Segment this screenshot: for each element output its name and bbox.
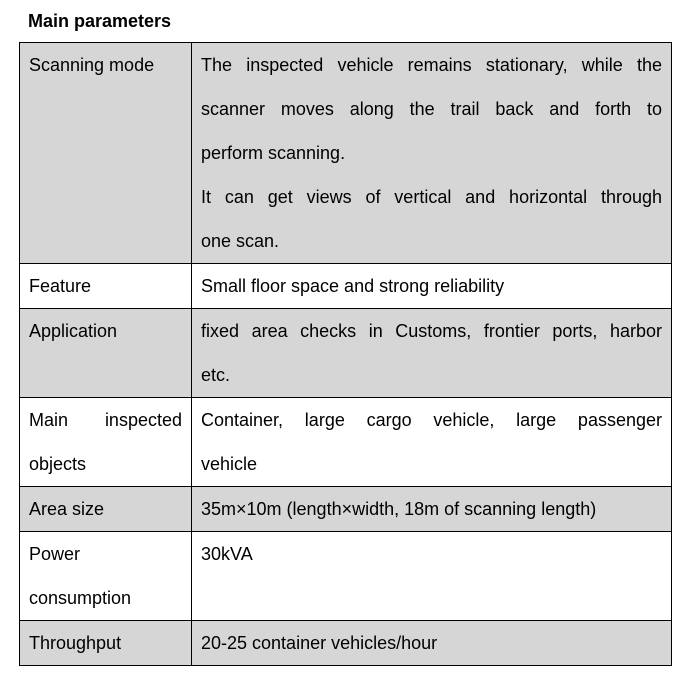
- row-label: [20, 487, 192, 532]
- row-value-line: scanner moves along the trail back and forth to: [201, 99, 662, 119]
- row-value: [192, 43, 672, 264]
- row-label: [20, 264, 192, 309]
- row-value-line: It can get views of vertical and horizontal through: [201, 187, 662, 207]
- row-value-line: perform scanning.: [201, 143, 346, 163]
- row-label-text: Power: [29, 544, 81, 564]
- row-value: [192, 309, 672, 398]
- row-value-line: Container, large cargo vehicle, large passenger: [201, 410, 662, 430]
- row-value-line: The inspected vehicle remains stationary, while the: [201, 55, 662, 75]
- row-label-text: Throughput: [29, 633, 122, 653]
- row-label-text: objects: [29, 454, 87, 474]
- row-label-text: consumption: [29, 588, 132, 608]
- parameters-table: [19, 42, 672, 666]
- table-row-feature: [20, 264, 672, 309]
- row-value-line: one scan.: [201, 231, 280, 251]
- row-value-line: fixed area checks in Customs, frontier ports, harbor: [201, 321, 662, 341]
- row-value: [192, 532, 672, 621]
- table-row-power-consumption: [20, 532, 672, 621]
- row-value: [192, 264, 672, 309]
- row-value-line: 20-25 container vehicles/hour: [201, 633, 438, 653]
- row-label: [20, 43, 192, 264]
- row-label-text: Application: [29, 321, 118, 341]
- row-label: [20, 398, 192, 487]
- row-value-line: Small floor space and strong reliability: [201, 276, 505, 296]
- row-label-text: Feature: [29, 276, 92, 296]
- table-row-throughput: [20, 621, 672, 666]
- row-value-line: vehicle: [201, 454, 258, 474]
- table-row-scanning-mode: [20, 43, 672, 264]
- row-value-line: 30kVA: [201, 544, 253, 564]
- row-label-text: Area size: [29, 499, 105, 519]
- table-row-area-size: [20, 487, 672, 532]
- row-label: [20, 309, 192, 398]
- row-value-line: 35m×10m (length×width, 18m of scanning length): [201, 499, 597, 519]
- row-label: [20, 532, 192, 621]
- row-value: [192, 621, 672, 666]
- table-row-main-inspected-objects: [20, 398, 672, 487]
- row-value: [192, 487, 672, 532]
- table-row-application: [20, 309, 672, 398]
- row-value: [192, 398, 672, 487]
- row-label-text: Main inspected: [29, 410, 182, 430]
- row-value-line: etc.: [201, 365, 231, 385]
- row-label-text: Scanning mode: [29, 55, 155, 75]
- row-label: [20, 621, 192, 666]
- section-heading: Main parameters: [28, 11, 172, 31]
